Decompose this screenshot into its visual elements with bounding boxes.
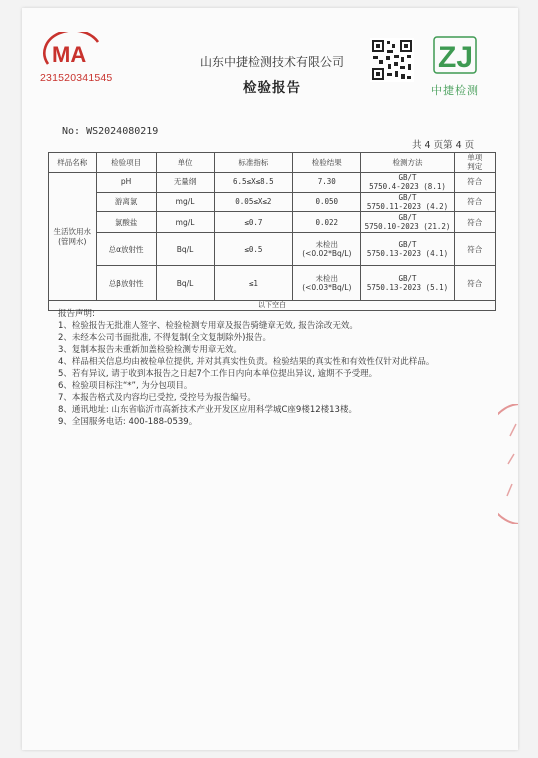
standard-cell: ≤1 [214, 266, 293, 301]
judgement-cell: 符合 [454, 266, 495, 301]
method-cell: GB/T 5750.4-2023 (8.1) [361, 172, 454, 192]
svg-text:MA: MA [52, 42, 87, 67]
svg-text:ZJ: ZJ [438, 41, 474, 74]
header-test-item: 检验项目 [96, 153, 156, 173]
statement-line: 5、若有异议, 请于收到本报告之日起7个工作日内向本单位提出异议, 逾期不予受理。 [58, 369, 378, 379]
statement-heading: 报告声明: [58, 309, 95, 319]
header-unit: 单位 [156, 153, 214, 173]
judgement-cell: 符合 [454, 172, 495, 192]
blank-below-label: 以下空白 [49, 301, 496, 311]
header-sample-name: 样品名称 [49, 153, 97, 173]
report-statement [58, 308, 498, 428]
judgement-cell: 符合 [454, 192, 495, 212]
table-row [49, 233, 496, 266]
result-cell: 未检出 (<0.03*Bq/L) [293, 266, 361, 301]
qr-code-icon [370, 38, 414, 82]
standard-cell: 6.5≤X≤8.5 [214, 172, 293, 192]
statement-line: 1、检验报告无批准人签字、检验检测专用章及报告骑缝章无效, 报告涂改无效。 [58, 321, 358, 331]
result-cell: 0.050 [293, 192, 361, 212]
seam-stamp-icon [498, 404, 518, 524]
judgement-cell: 符合 [454, 233, 495, 266]
statement-line: 9、全国服务电话: 400-188-0539。 [58, 417, 198, 427]
result-cell: 未检出 (<0.02*Bq/L) [293, 233, 361, 266]
brand-name: 中捷检测 [431, 84, 479, 97]
item-cell: pH [96, 172, 156, 192]
header-result: 检验结果 [293, 153, 361, 173]
standard-cell: 0.05≤X≤2 [214, 192, 293, 212]
results-table [48, 152, 496, 311]
method-cell: GB/T 5750.13-2023 (5.1) [361, 266, 454, 301]
ma-number: 231520341545 [40, 72, 113, 84]
result-cell: 0.022 [293, 212, 361, 233]
table-row [49, 266, 496, 301]
report-page [22, 8, 518, 750]
statement-line: 4、样品相关信息均由被检单位提供, 并对其真实性负责。检验结果的真实性和有效性仅针对此样品。 [58, 357, 435, 367]
report-serial-number: No: WS2024080219 [62, 126, 159, 137]
header-judgement: 单项 判定 [454, 153, 495, 173]
method-cell: GB/T 5750.13-2023 (4.1) [361, 233, 454, 266]
statement-line: 8、通讯地址: 山东省临沂市高新技术产业开发区应用科学城C座9楼12楼13楼。 [58, 405, 357, 415]
ma-seal-icon [40, 32, 106, 70]
standard-cell: ≤0.5 [214, 233, 293, 266]
method-cell: GB/T 5750.11-2023 (4.2) [361, 192, 454, 212]
company-name: 山东中捷检测技术有限公司 [199, 55, 344, 69]
sample-name-cell: 生活饮用水 (管网水) [49, 172, 97, 301]
method-cell: GB/T 5750.10-2023 (21.2) [361, 212, 454, 233]
zj-logo-icon [433, 36, 477, 76]
result-cell: 7.30 [293, 172, 361, 192]
document-title: 检验报告 [243, 80, 301, 96]
unit-cell: 无量纲 [156, 172, 214, 192]
header-standard: 标准指标 [214, 153, 293, 173]
item-cell: 总β放射性 [96, 266, 156, 301]
statement-line: 2、未经本公司书面批准, 不得复制(全文复制除外)报告。 [58, 333, 271, 343]
brand-logo [424, 36, 486, 98]
statement-line: 6、检验项目标注“*”, 为分包项目。 [58, 381, 193, 391]
judgement-cell: 符合 [454, 212, 495, 233]
standard-cell: ≤0.7 [214, 212, 293, 233]
statement-line: 7、本报告格式及内容均已受控, 受控号为报告编号。 [58, 393, 256, 403]
unit-cell: mg/L [156, 192, 214, 212]
header-method: 检测方法 [361, 153, 454, 173]
table-header-row [49, 153, 496, 173]
unit-cell: mg/L [156, 212, 214, 233]
statement-line: 3、复制本报告未重新加盖检验检测专用章无效。 [58, 345, 242, 355]
unit-cell: Bq/L [156, 266, 214, 301]
ma-certification-logo [40, 32, 112, 84]
table-row [49, 212, 496, 233]
item-cell: 游离氯 [96, 192, 156, 212]
item-cell: 氯酸盐 [96, 212, 156, 233]
page-indicator: 共 4 页第 4 页 [412, 140, 475, 151]
table-row [49, 192, 496, 212]
item-cell: 总α放射性 [96, 233, 156, 266]
table-row [49, 172, 496, 192]
unit-cell: Bq/L [156, 233, 214, 266]
